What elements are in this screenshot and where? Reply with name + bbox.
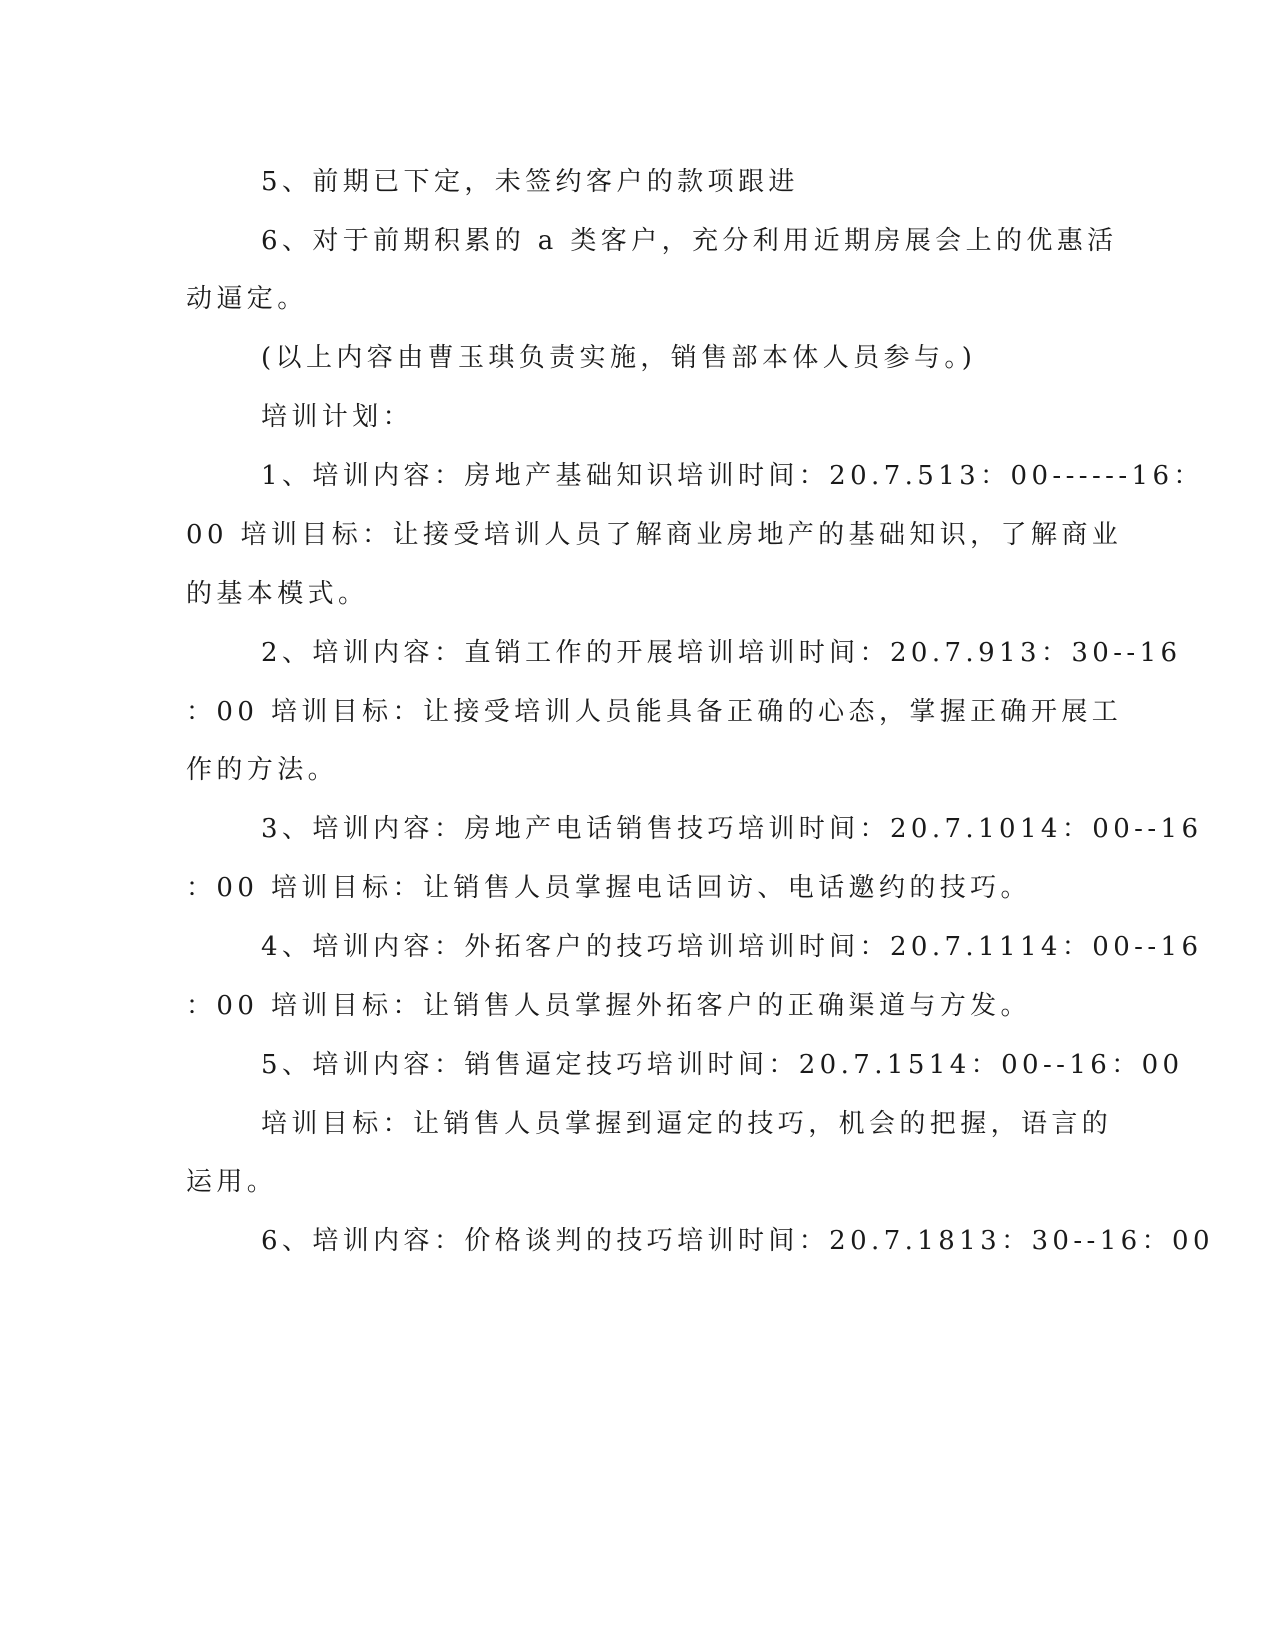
text-line: 4、培训内容：外拓客户的技巧培训培训时间：20.7.1114：00--16 bbox=[261, 932, 1203, 962]
text-line: 6、对于前期积累的 a 类客户，充分利用近期房展会上的优惠活 bbox=[261, 226, 1118, 256]
text-line: 2、培训内容：直销工作的开展培训培训时间：20.7.913：30--16 bbox=[261, 638, 1182, 668]
text-line: 6、培训内容：价格谈判的技巧培训时间：20.7.1813：30--16：00 bbox=[261, 1226, 1214, 1256]
text-line: (以上内容由曹玉琪负责实施，销售部本体人员参与。) bbox=[261, 343, 977, 373]
text-line: 的基本模式。 bbox=[186, 579, 369, 609]
text-line: 运用。 bbox=[186, 1167, 278, 1197]
text-line: 5、前期已下定，未签约客户的款项跟进 bbox=[261, 167, 799, 197]
text-line: ：00 培训目标：让销售人员掌握电话回访、电话邀约的技巧。 bbox=[186, 873, 1031, 903]
text-line: 1、培训内容：房地产基础知识培训时间：20.7.513：00------16： bbox=[261, 461, 1204, 491]
text-line: 5、培训内容：销售逼定技巧培训时间：20.7.1514：00--16：00 bbox=[261, 1050, 1184, 1080]
text-line: ：00 培训目标：让销售人员掌握外拓客户的正确渠道与方发。 bbox=[186, 991, 1031, 1021]
text-line: 作的方法。 bbox=[186, 755, 339, 785]
text-line: 培训目标：让销售人员掌握到逼定的技巧，机会的把握，语言的 bbox=[261, 1109, 1113, 1139]
text-line: 动逼定。 bbox=[186, 284, 308, 314]
text-line: 培训计划： bbox=[261, 402, 414, 432]
text-line: 3、培训内容：房地产电话销售技巧培训时间：20.7.1014：00--16 bbox=[261, 814, 1203, 844]
text-line: ：00 培训目标：让接受培训人员能具备正确的心态，掌握正确开展工 bbox=[186, 697, 1123, 727]
text-line: 00 培训目标：让接受培训人员了解商业房地产的基础知识，了解商业 bbox=[186, 520, 1123, 550]
